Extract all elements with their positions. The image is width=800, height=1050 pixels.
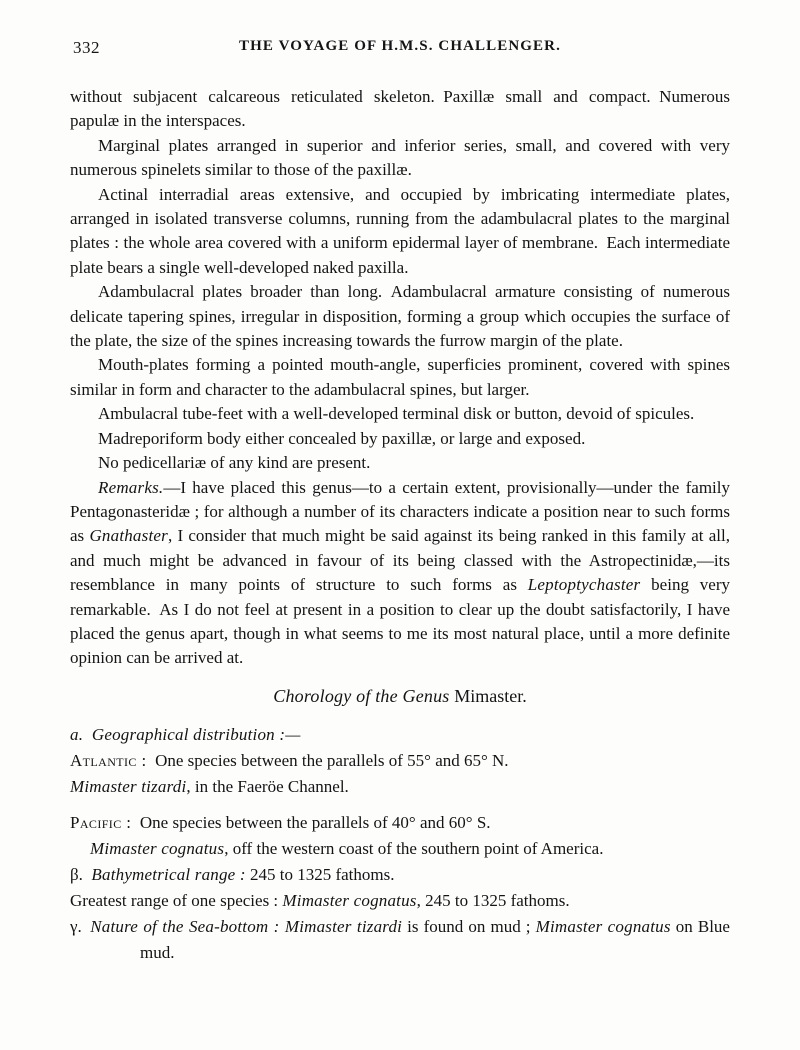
atlantic-species-line: Mimaster tizardi, in the Faeröe Channel. bbox=[70, 776, 349, 796]
section-heading: Chorology of the Genus Mimaster. bbox=[273, 685, 527, 706]
paragraph-marginal-plates: Marginal plates arranged in superior and inferior series, small, and covered with very numerous spinelets similar to those of the paxillæ. bbox=[70, 135, 730, 180]
item-alpha-title: a. Geographical distribution :— bbox=[70, 724, 301, 744]
pacific-entry: Pacific : One species between the parallels of 40° and 60° S. bbox=[70, 812, 491, 832]
page-number: 332 bbox=[73, 38, 100, 57]
running-title: THE VOYAGE OF H.M.S. CHALLENGER. bbox=[239, 38, 561, 54]
pacific-species-line: Mimaster cognatus, off the western coast of the southern point of America. bbox=[90, 838, 604, 858]
paragraph-mouth-plates: Mouth-plates forming a pointed mouth-angle, superficies prominent, covered with spines similar in form and character to the adambulacral spines, but larger. bbox=[70, 355, 730, 399]
beta-greatest-range-line: Greatest range of one species : Mimaster cognatus, 245 to 1325 fathoms. bbox=[70, 890, 570, 910]
paragraph-actinal-areas: Actinal interradial areas extensive, and occupied by imbricating intermediate plates, arranged in isolated transverse columns, running from the adambulacral plates to the marginal plates : the whole area covered with a uniform epidermal layer of membrane. Each intermediate plate bears a single well-developed naked paxilla. bbox=[70, 184, 730, 277]
atlantic-entry: Atlantic : One species between the parallels of 55° and 65° N. bbox=[70, 750, 509, 770]
paragraph-ambulacral-tube-feet: Ambulacral tube-feet with a well-developed terminal disk or button, devoid of spicules. bbox=[98, 404, 695, 424]
chorology-section bbox=[70, 722, 730, 966]
paragraph-pedicellariae: No pedicellariæ of any kind are present. bbox=[98, 453, 371, 473]
item-beta-title: β. Bathymetrical range : 245 to 1325 fathoms. bbox=[70, 864, 395, 884]
page-header bbox=[0, 0, 800, 60]
item-gamma-title: γ. Nature of the Sea-bottom : Mimaster tizardi is found on mud ; Mimaster cognatus on Blue mud. bbox=[70, 916, 730, 962]
paragraph-continuation: without subjacent calcareous reticulated skeleton. Paxillæ small and compact. Numerous papulæ in the interspaces. bbox=[70, 87, 730, 131]
paragraph-adambulacral-plates: Adambulacral plates broader than long. Adambulacral armature consisting of numerous delicate tapering spines, irregular in disposition, forming a group which occupies the surface of the plate, the size of the spines increasing towards the furrow margin of the plate. bbox=[70, 282, 730, 351]
paragraph-madreporiform-body: Madreporiform body either concealed by paxillæ, or large and exposed. bbox=[98, 428, 586, 448]
body-text bbox=[70, 85, 730, 671]
paragraph-remarks: Remarks.—I have placed this genus—to a certain extent, provisionally—under the family Pentagonasteridæ ; for although a number of its characters indicate a position near to such forms as Gnathaster, I consider that much might be said against its being ranked in this family at all, and much might be advanced in favour of its being classed with the Astropectinidæ,—its resemblance in many points of structure to such forms as Leptoptychaster being very remarkable. As I do not feel at present in a position to clear up the doubt satisfactorily, I have placed the genus apart, though in what seems to me its most natural place, until a more definite opinion can be arrived at. bbox=[70, 477, 730, 668]
